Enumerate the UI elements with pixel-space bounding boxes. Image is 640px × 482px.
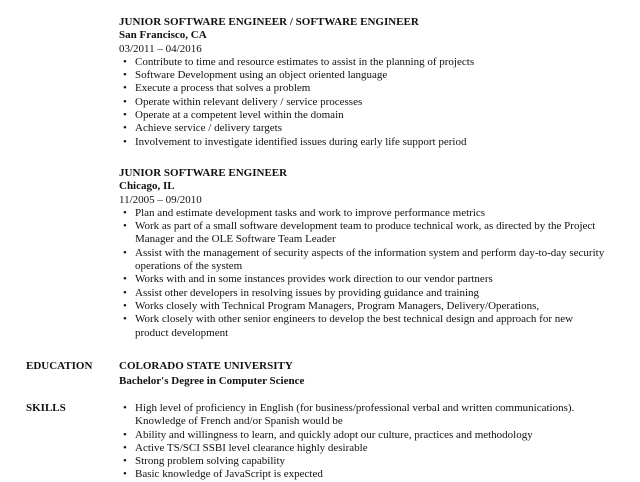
list-item: • Active TS/SCI SSBI level clearance highly desirable (135, 442, 609, 455)
job-entry-2 (119, 167, 609, 340)
list-item: • Achieve service / delivery targets (135, 122, 609, 135)
skills-list (119, 402, 609, 482)
list-item: • High level of proficiency in English (for business/professional verbal and written communications). Knowledge of French and/or Spanish would be (135, 402, 609, 429)
list-item: • Software Development using an object oriented language (135, 69, 609, 82)
list-item: • Operate at a competent level within the domain (135, 109, 609, 122)
list-item: • Ability and willingness to learn, and quickly adopt our culture, practices and methodology (135, 429, 609, 442)
list-item: • Plan and estimate development tasks and work to improve performance metrics (135, 207, 609, 220)
job-location: Chicago, IL (119, 180, 175, 193)
job-title: JUNIOR SOFTWARE ENGINEER / SOFTWARE ENGINEER (119, 16, 419, 28)
list-item: • Basic knowledge of JavaScript is expected (135, 468, 609, 481)
job-duties (119, 56, 609, 149)
list-item: • Works with and in some instances provides work direction to our vendor partners (135, 273, 609, 286)
list-item: • Assist with the management of security aspects of the information system and perform day-to-day security operations of the system (135, 247, 609, 274)
list-item: • Work closely with other senior engineers to develop the best technical design and approach for new product development (135, 313, 609, 340)
job-title: JUNIOR SOFTWARE ENGINEER (119, 167, 288, 179)
list-item: • Strong problem solving capability (135, 455, 609, 468)
job-dates: 11/2005 – 09/2010 (119, 193, 202, 206)
job-entry-1 (119, 16, 609, 149)
list-item: • Execute a process that solves a problem (135, 82, 609, 95)
degree: Bachelor's Degree in Computer Science (119, 375, 305, 388)
list-item: • Assist other developers in resolving issues by providing guidance and training (135, 287, 609, 300)
skills-section (119, 402, 609, 482)
list-item: • Work as part of a small software development team to produce technical work, as directed by the Project Manager and the OLE Software Team Leader (135, 220, 609, 247)
school-name: COLORADO STATE UNIVERSITY (119, 360, 293, 372)
job-duties (119, 207, 609, 340)
list-item: • Works closely with Technical Program Managers, Program Managers, Delivery/Operations, (135, 300, 609, 313)
skills-label: SKILLS (26, 402, 66, 414)
list-item: • Involvement to investigate identified issues during early life support period (135, 136, 609, 149)
list-item: • Operate within relevant delivery / service processes (135, 96, 609, 109)
list-item: • Contribute to time and resource estimates to assist in the planning of projects (135, 56, 609, 69)
job-dates: 03/2011 – 04/2016 (119, 42, 202, 55)
education-label: EDUCATION (26, 360, 93, 372)
education-section (119, 360, 609, 389)
job-location: San Francisco, CA (119, 29, 207, 42)
